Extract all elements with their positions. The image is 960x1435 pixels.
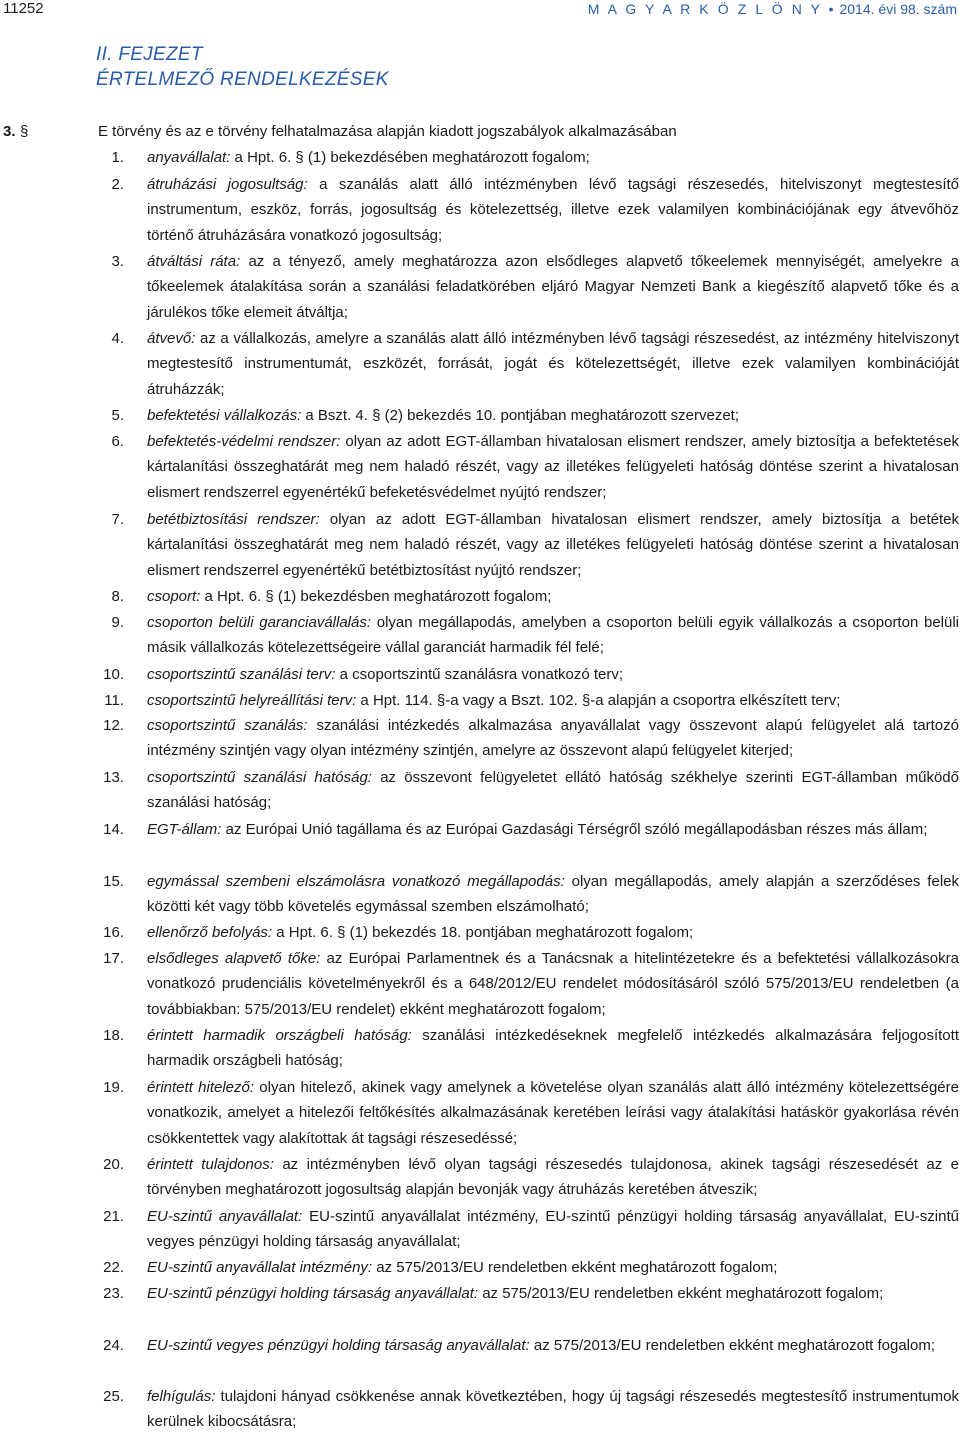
item-number: 21. — [103, 1208, 124, 1225]
item-text: szanálási intézkedés alkalmazása anyavállalat vagy összevont alapú felügyelet alá tartozó intézmény szintjén vagy olyan intézmény szintjén, amelyre az összevont alapú felügyelet kiterjed; — [147, 717, 959, 760]
item-text: az 575/2013/EU rendeletben ekként meghatározott fogalom; — [372, 1259, 778, 1276]
item-body — [147, 1204, 959, 1255]
item-term: egymással szembeni elszámolásra vonatkozó megállapodás: — [147, 873, 565, 890]
item-body — [147, 610, 959, 661]
item-term: EU-szintű anyavállalat intézmény: — [147, 1259, 373, 1276]
item-body — [147, 584, 959, 609]
item-number: 6. — [111, 433, 124, 450]
journal-name: M A G Y A R K Ö Z L Ö N Y — [587, 1, 823, 17]
item-body — [147, 713, 959, 764]
running-header — [588, 0, 957, 18]
item-body — [147, 429, 959, 505]
item-body — [147, 1023, 959, 1074]
item-number: 9. — [111, 614, 124, 631]
item-number: 2. — [111, 176, 124, 193]
item-term: átruházási jogosultság: — [147, 176, 308, 193]
header-separator: • — [828, 1, 834, 17]
item-number: 16. — [103, 924, 124, 941]
item-text: a Hpt. 6. § (1) bekezdésben meghatározott fogalom; — [200, 588, 552, 605]
item-text: az Európai Parlamentnek és a Tanácsnak a hitelintézetekre és a befektetési vállalkozásokra vonatkozó prudenciális követelményekről és a 648/2012/EU rendelet módosításáról szóló 575/2013/EU rendeletben (a továbbiakban: 575/2013/EU rendelet) ekként meghatározott fogalom; — [147, 950, 959, 1018]
issue-label: 2014. évi 98. szám — [839, 1, 957, 17]
item-number: 25. — [103, 1388, 124, 1405]
item-term: csoportszintű szanálási terv: — [147, 666, 336, 683]
item-body — [147, 1333, 959, 1358]
item-number: 23. — [103, 1285, 124, 1302]
section-sign: § — [20, 123, 29, 140]
item-body — [147, 1281, 959, 1306]
item-number: 15. — [103, 873, 124, 890]
item-text: olyan megállapodás, amely alapján a szerződéses felek közötti két vagy több követelés egymással szemben elszámolható; — [147, 873, 959, 916]
item-number: 11. — [104, 692, 124, 709]
item-body — [147, 326, 959, 402]
item-text: EU-szintű anyavállalat intézmény, EU-szintű pénzügyi holding társaság anyavállalat, EU-szintű vegyes pénzügyi holding társaság anyavállalat; — [147, 1208, 959, 1251]
item-body — [147, 172, 959, 248]
item-text: tulajdoni hányad csökkenése annak következtében, hogy új tagsági részesedés megtestesítő instrumentumok kerülnek kibocsátásra; — [147, 1388, 959, 1431]
item-number: 19. — [103, 1079, 124, 1096]
item-text: szanálási intézkedéseknek megfelelő intézkedés alkalmazására feljogosított harmadik országbeli hatóság; — [147, 1027, 959, 1070]
item-term: érintett hitelező: — [147, 1079, 255, 1096]
item-text: olyan az adott EGT-államban hivatalosan elismert rendszer, amely biztosítja a betétek kártalanítási összeghatárát meg nem haladó részét, vagy az illetékes felügyeleti hatóság döntése szerint a hivatalosan elismert rendszerrel egyenértékű betétbiztosítást nyújtó rendszer; — [147, 511, 959, 579]
item-term: befektetési vállalkozás: — [147, 407, 302, 424]
item-term: csoporton belüli garanciavállalás: — [147, 614, 372, 631]
item-text: a Hpt. 6. § (1) bekezdés 18. pontjában meghatározott fogalom; — [272, 924, 694, 941]
item-body — [147, 1152, 959, 1203]
item-term: átvevő: — [147, 330, 196, 347]
item-body — [147, 869, 959, 920]
item-text: a Hpt. 114. §-a vagy a Bszt. 102. §-a alapján a csoportra elkészített terv; — [356, 692, 841, 709]
item-term: csoportszintű szanálási hatóság: — [147, 769, 372, 786]
item-term: EU-szintű pénzügyi holding társaság anyavállalat: — [147, 1285, 479, 1302]
item-term: EU-szintű vegyes pénzügyi holding társaság anyavállalat: — [147, 1337, 530, 1354]
item-number: 22. — [103, 1259, 124, 1276]
item-body — [147, 507, 959, 583]
item-text: az összevont felügyeletet ellátó hatóság székhelye szerinti EGT-államban működő szanálási hatóság; — [147, 769, 959, 812]
item-body — [147, 1384, 959, 1435]
item-number: 17. — [103, 950, 124, 967]
item-text: olyan az adott EGT-államban hivatalosan elismert rendszer, amely biztosítja a befektetések kártalanítási összeghatárát meg nem haladó részét, vagy az illetékes felügyeleti hatóság döntése szerint a hivatalosan elismert rendszerrel egyenértékű befeketésvédelmet nyújtó rendszer; — [147, 433, 959, 501]
item-body — [147, 145, 959, 170]
item-number: 18. — [103, 1027, 124, 1044]
item-number: 1. — [111, 149, 124, 166]
item-text: az intézményben lévő olyan tagsági részesedés tulajdonosa, akinek tagsági részesedését az e törvényben meghatározott jogosultság alapján bevonják vagy átruházás keretében átveszik; — [147, 1156, 959, 1199]
item-text: az a tényező, amely meghatározza azon elsődleges alapvető tőkeelemek mennyiségét, amelyekre a tőkeelemek átalakítása során a szanálási feladatkörében eljáró Magyar Nemzeti Bank a kiegészítő alapvető tőke és a járulékos tőke elemeit átváltja; — [147, 253, 959, 321]
item-term: átváltási ráta: — [147, 253, 241, 270]
item-body — [147, 662, 959, 687]
item-body — [147, 403, 959, 428]
item-text: olyan hitelező, akinek vagy amelynek a követelése olyan szanálás alatt álló intézmény kötelezettségére vonatkozik, amelyet a hitelezői feltőkésítés alkalmazásának keretében leírási vagy átalakítási hatáskör gyakorlása révén csökkentettek vagy alakítottak át tagsági részesedéssé; — [147, 1079, 959, 1147]
item-text: az 575/2013/EU rendeletben ekként meghatározott fogalom; — [529, 1337, 935, 1354]
item-text: az 575/2013/EU rendeletben ekként meghatározott fogalom; — [478, 1285, 884, 1302]
item-text: az Európai Unió tagállama és az Európai Gazdasági Térségről szóló megállapodásban részes más állam; — [221, 821, 928, 838]
item-number: 20. — [103, 1156, 124, 1173]
item-body — [147, 817, 959, 842]
item-text: a Hpt. 6. § (1) bekezdésében meghatározott fogalom; — [230, 149, 590, 166]
item-number: 5. — [111, 407, 124, 424]
page-number: 11252 — [3, 0, 44, 17]
item-term: csoport: — [147, 588, 201, 605]
item-term: ellenőrző befolyás: — [147, 924, 273, 941]
item-term: befektetés-védelmi rendszer: — [147, 433, 341, 450]
item-body — [147, 1255, 959, 1280]
item-term: EU-szintű anyavállalat: — [147, 1208, 303, 1225]
item-body — [147, 1075, 959, 1151]
item-number: 10. — [103, 666, 124, 683]
item-body — [147, 920, 959, 945]
item-text: olyan megállapodás, amelyben a csoporton belüli egyik vállalkozás a csoporton belüli másik vállalkozás kötelezettségeire vállal garanciát harmadik fél felé; — [147, 614, 960, 657]
item-number: 7. — [111, 511, 124, 528]
item-number: 3. — [111, 253, 124, 270]
item-number: 13. — [103, 769, 124, 786]
item-text: a szanálás alatt álló intézményben lévő tagsági részesedés, hitelviszonyt megtestesítő instrumentum, eszköz, forrás, jogosultság és kötelezettség, illetve ezek valamilyen kombinációjának egy átvevőhöz történő átruházására vonatkozó jogosultság; — [147, 176, 959, 244]
item-body — [147, 249, 959, 325]
item-text: a Bszt. 4. § (2) bekezdés 10. pontjában meghatározott szervezet; — [301, 407, 739, 424]
item-term: csoportszintű szanálás: — [147, 717, 308, 734]
item-number: 8. — [111, 588, 124, 605]
item-number: 14. — [103, 821, 124, 838]
item-term: anyavállalat: — [147, 149, 231, 166]
item-term: EGT-állam: — [147, 821, 222, 838]
item-term: érintett harmadik országbeli hatóság: — [147, 1027, 412, 1044]
item-term: felhígulás: — [147, 1388, 216, 1405]
item-body — [147, 688, 959, 713]
item-term: betétbiztosítási rendszer: — [147, 511, 320, 528]
item-term: csoportszintű helyreállítási terv: — [147, 692, 357, 709]
item-number: 12. — [103, 717, 124, 734]
item-text: a csoportszintű szanálásra vonatkozó terv; — [335, 666, 624, 683]
section-number: 3. — [3, 123, 16, 140]
item-body — [147, 765, 959, 816]
item-term: érintett tulajdonos: — [147, 1156, 274, 1173]
section-intro: E törvény és az e törvény felhatalmazása alapján kiadott jogszabályok alkalmazásában — [98, 123, 677, 140]
item-body — [147, 946, 959, 1022]
item-number: 24. — [103, 1337, 124, 1354]
item-term: elsődleges alapvető tőke: — [147, 950, 321, 967]
chapter-number: II. FEJEZET — [96, 44, 203, 65]
item-number: 4. — [111, 330, 124, 347]
chapter-title: ÉRTELMEZŐ RENDELKEZÉSEK — [96, 69, 389, 90]
item-text: az a vállalkozás, amelyre a szanálás alatt álló intézményben lévő tagsági részesedést, az intézmény hitelviszonyt megtestesítő instrumentumát, eszközét, forrását, jogát és kötelezettségét, illetve ezek valamilyen kombinációját átruházzák; — [147, 330, 959, 398]
